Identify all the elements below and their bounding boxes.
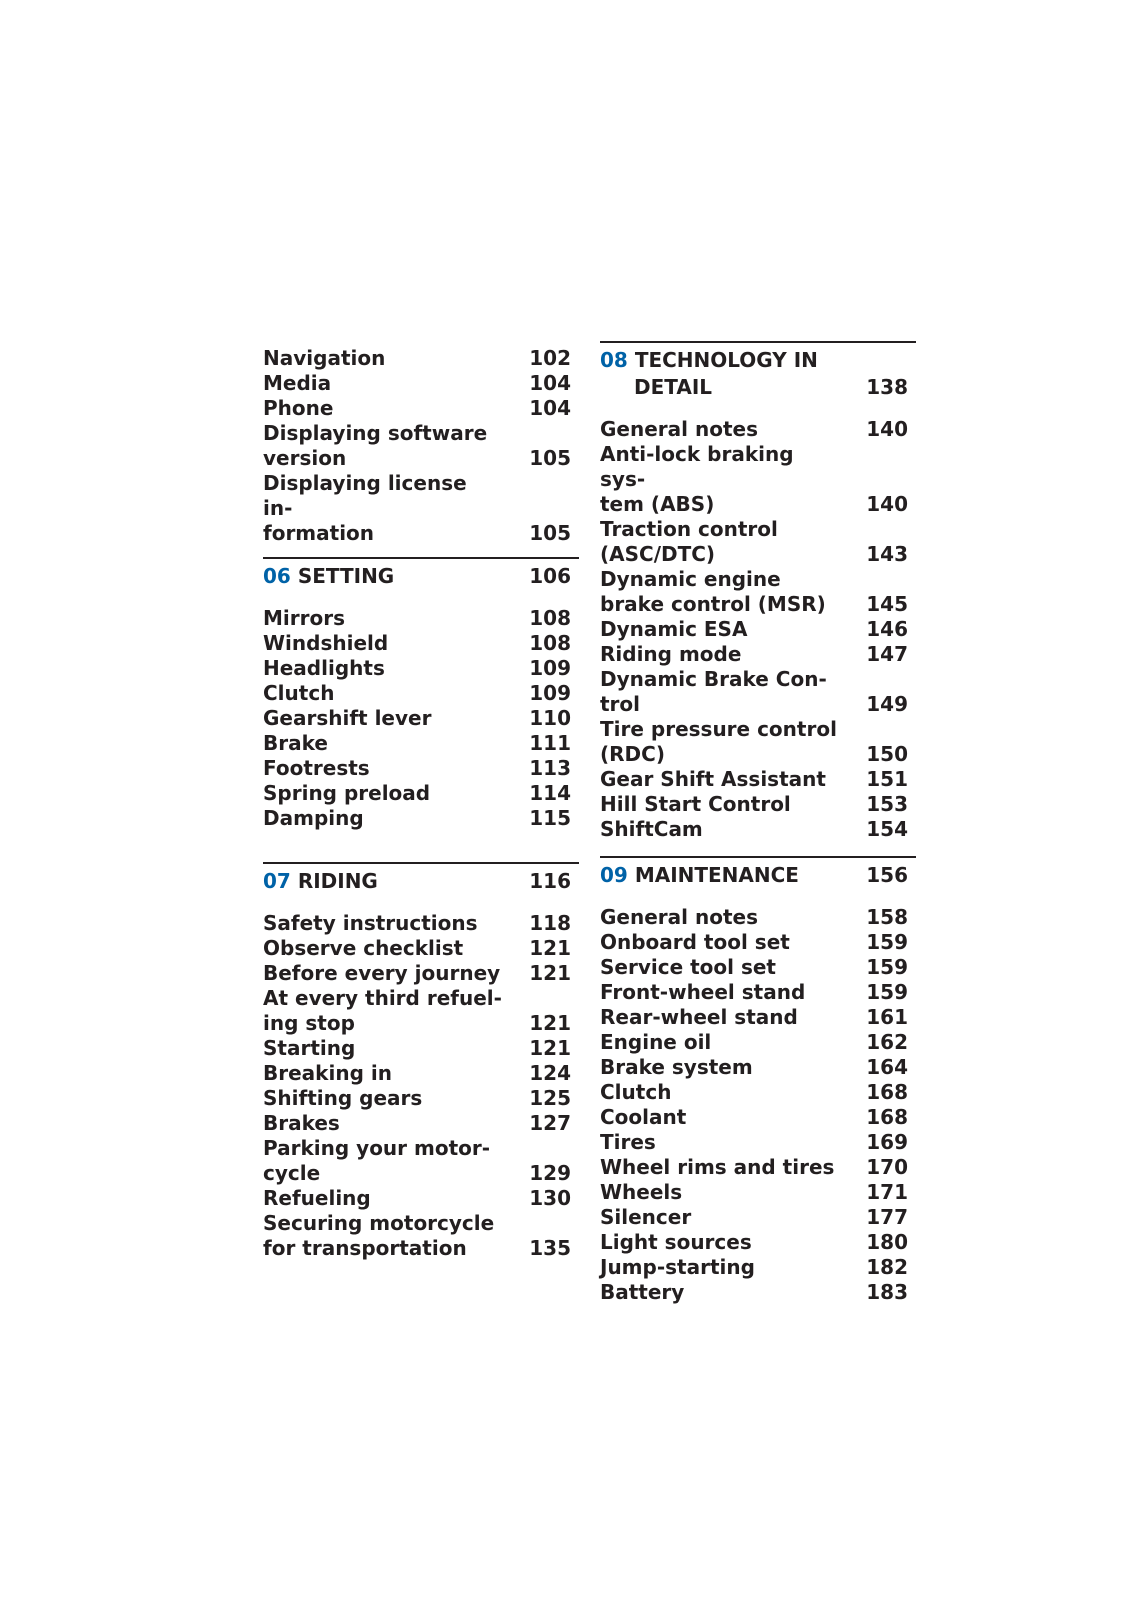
toc-entry[interactable] [600,767,916,792]
toc-entry-title: Wheel rims and tires [600,1155,835,1179]
toc-entry-title: Parking your motor- cycle [263,1136,491,1185]
toc-entry[interactable] [600,1080,916,1105]
toc-section-09 [600,856,916,1305]
toc-entry-title: Service tool set [600,955,776,979]
toc-entry-page: 159 [866,980,908,1004]
toc-entry[interactable] [263,961,579,986]
chapter-title: RIDING [297,869,378,893]
toc-entry[interactable] [600,1030,916,1055]
toc-entry-page: 169 [866,1130,908,1154]
toc-entry-page: 140 [866,417,908,441]
toc-entry[interactable] [600,1105,916,1130]
toc-entry-page: 104 [529,396,571,420]
toc-entry[interactable] [263,806,579,831]
toc-entry[interactable] [600,792,916,817]
chapter-page: 138 [866,375,908,399]
toc-entry-title: Front-wheel stand [600,980,806,1004]
toc-entry-title: Damping [263,806,364,830]
toc-entry-page: 159 [866,930,908,954]
toc-entry[interactable] [263,606,579,631]
toc-entry[interactable] [600,905,916,930]
toc-entry-title: Clutch [600,1080,672,1104]
toc-entry[interactable] [600,955,916,980]
toc-entry-title: Riding mode [600,642,742,666]
toc-entry-page: 105 [529,446,571,470]
section-heading[interactable] [263,868,579,895]
toc-entry-page: 170 [866,1155,908,1179]
chapter-number: 07 [263,869,291,893]
toc-entry-title: Navigation [263,346,386,370]
toc-entry-page: 146 [866,617,908,641]
section-divider [263,862,579,864]
toc-entry[interactable] [263,756,579,781]
toc-entry-title: Securing motorcycle for transportation [263,1211,495,1260]
toc-entry-page: 150 [866,742,908,766]
toc-entry-page: 180 [866,1230,908,1254]
toc-entry-title: Silencer [600,1205,692,1229]
toc-entry-title: Displaying software version [263,421,488,470]
toc-entry-page: 121 [529,961,571,985]
toc-entry-page: 162 [866,1030,908,1054]
toc-entry[interactable] [600,930,916,955]
chapter-title: SETTING [297,564,395,588]
section-heading[interactable] [600,347,916,401]
toc-entry-page: 183 [866,1280,908,1304]
toc-entry-title: Onboard tool set [600,930,790,954]
toc-entry-title: Tires [600,1130,656,1154]
toc-entry-title: At every third refuel- ing stop [263,986,502,1035]
toc-entry-title: Traction control (ASC/DTC) [600,517,778,566]
toc-entry[interactable] [263,471,579,546]
toc-entry-title: General notes [600,417,758,441]
toc-entry-title: Engine oil [600,1030,712,1054]
toc-entry[interactable] [263,631,579,656]
toc-entry[interactable] [600,817,916,842]
toc-entry-title: Dynamic ESA [600,617,748,641]
toc-entry-title: Observe checklist [263,936,464,960]
toc-entry[interactable] [600,1205,916,1230]
toc-section-07 [263,862,579,1261]
toc-entry[interactable] [600,517,916,567]
toc-entry-page: 168 [866,1105,908,1129]
toc-entry-page: 151 [866,767,908,791]
toc-entry[interactable] [263,421,579,471]
toc-entry-title: Coolant [600,1105,687,1129]
toc-entry-page: 140 [866,492,908,516]
toc-entry-page: 171 [866,1180,908,1204]
toc-entry-title: Breaking in [263,1061,392,1085]
toc-entry-title: Starting [263,1036,356,1060]
toc-entry[interactable] [600,617,916,642]
toc-section-08 [600,341,916,842]
toc-entry-page: 143 [866,542,908,566]
section-entries [600,417,916,842]
toc-entry-title: Before every journey [263,961,501,985]
toc-entry-page: 108 [529,606,571,630]
toc-entry[interactable] [600,1280,916,1305]
toc-entry-page: 127 [529,1111,571,1135]
toc-entry-title: Tire pressure control (RDC) [600,717,837,766]
toc-entry[interactable] [263,781,579,806]
chapter-number: 06 [263,564,291,588]
toc-entry-page: 118 [529,911,571,935]
toc-entry-page: 121 [529,936,571,960]
toc-entry-title: Gear Shift Assistant [600,767,826,791]
toc-entry[interactable] [600,1180,916,1205]
toc-entry-title: Windshield [263,631,389,655]
toc-entry-page: 168 [866,1080,908,1104]
toc-entry-title: Dynamic Brake Con- trol [600,667,827,716]
toc-entry-page: 182 [866,1255,908,1279]
toc-entry-title: Phone [263,396,334,420]
toc-entry-page: 147 [866,642,908,666]
toc-entry-title: Brakes [263,1111,340,1135]
toc-entry-page: 158 [866,905,908,929]
toc-entry[interactable] [600,417,916,442]
section-divider [263,557,579,559]
toc-entry-title: Gearshift lever [263,706,432,730]
toc-entry-page: 149 [866,692,908,716]
toc-entry[interactable] [263,346,579,371]
toc-entry-page: 154 [866,817,908,841]
toc-entry[interactable] [263,911,579,936]
toc-entry-title: Refueling [263,1186,371,1210]
toc-entry[interactable] [263,1186,579,1211]
toc-entry-page: 113 [529,756,571,780]
toc-entry-title: Anti-lock braking sys- tem (ABS) [600,442,794,516]
chapter-number: 08 [600,348,628,372]
toc-entry-page: 109 [529,681,571,705]
toc-entry-page: 121 [529,1036,571,1060]
toc-entry[interactable] [600,1130,916,1155]
toc-entry-page: 115 [529,806,571,830]
chapter-number: 09 [600,863,628,887]
chapter-title-line-1: TECHNOLOGY IN [634,348,818,372]
toc-entry[interactable] [600,1155,916,1180]
toc-entry-page: 153 [866,792,908,816]
toc-entry-title: Brake system [600,1055,753,1079]
toc-entry[interactable] [600,1055,916,1080]
toc-entry[interactable] [600,667,916,717]
toc-entry-page: 109 [529,656,571,680]
toc-entry-page: 108 [529,631,571,655]
chapter-page: 116 [529,869,571,893]
section-entries [263,606,579,831]
toc-entry[interactable] [263,936,579,961]
toc-entry[interactable] [263,656,579,681]
toc-entry-title: Safety instructions [263,911,478,935]
section-divider [600,341,916,343]
toc-entry-page: 105 [529,521,571,545]
toc-entry[interactable] [263,371,579,396]
toc-entry[interactable] [263,1086,579,1111]
toc-entry-page: 145 [866,592,908,616]
toc-entry-page: 125 [529,1086,571,1110]
toc-entry[interactable] [263,731,579,756]
toc-entry-title: Mirrors [263,606,345,630]
toc-entry[interactable] [600,1005,916,1030]
toc-entry[interactable] [600,1230,916,1255]
toc-entry[interactable] [263,1061,579,1086]
chapter-title: MAINTENANCE [634,863,799,887]
toc-entry-title: Battery [600,1280,685,1304]
toc-entry-title: Headlights [263,656,385,680]
section-heading[interactable] [600,862,916,889]
toc-entry-title: Media [263,371,332,395]
toc-entry-page: 164 [866,1055,908,1079]
toc-entry-page: 130 [529,1186,571,1210]
toc-entry-page: 159 [866,955,908,979]
toc-entry-page: 177 [866,1205,908,1229]
section-entries [263,911,579,1261]
toc-entry-title: Spring preload [263,781,431,805]
toc-entry-title: Clutch [263,681,335,705]
chapter-page: 156 [866,863,908,887]
toc-entry-page: 114 [529,781,571,805]
toc-entry[interactable] [263,986,579,1036]
toc-entry-page: 161 [866,1005,908,1029]
toc-entry-title: Footrests [263,756,370,780]
toc-entry-title: General notes [600,905,758,929]
toc-entry-page: 121 [529,1011,571,1035]
toc-entry[interactable] [263,706,579,731]
toc-entry[interactable] [600,442,916,517]
toc-entry-page: 102 [529,346,571,370]
toc-entry[interactable] [600,980,916,1005]
toc-entry-title: Rear-wheel stand [600,1005,798,1029]
toc-entry-title: Displaying license in- formation [263,471,467,545]
section-heading[interactable] [263,563,579,590]
toc-entry-page: 129 [529,1161,571,1185]
toc-entry-title: Wheels [600,1180,683,1204]
toc-entry-title: Shifting gears [263,1086,423,1110]
toc-entry-title: Hill Start Control [600,792,791,816]
toc-entry-page: 110 [529,706,571,730]
toc-entry-page: 124 [529,1061,571,1085]
chapter-page: 106 [529,564,571,588]
toc-entry[interactable] [600,1255,916,1280]
toc-entry[interactable] [263,1211,579,1261]
toc-entry[interactable] [600,567,916,617]
toc-entry[interactable] [263,1111,579,1136]
toc-entry-page: 111 [529,731,571,755]
toc-entry[interactable] [263,396,579,421]
toc-entry[interactable] [600,642,916,667]
chapter-title-line-2: DETAIL [634,375,713,399]
toc-entry-title: Brake [263,731,328,755]
toc-intro-entries [263,346,579,546]
toc-section-06 [263,557,579,831]
toc-entry[interactable] [263,681,579,706]
toc-entry-title: Jump-starting [600,1255,755,1279]
toc-entry-page: 135 [529,1236,571,1260]
section-entries [600,905,916,1305]
toc-entry-page: 104 [529,371,571,395]
toc-entry[interactable] [600,717,916,767]
section-divider [600,856,916,858]
toc-entry[interactable] [263,1036,579,1061]
toc-entry-title: Light sources [600,1230,752,1254]
toc-entry[interactable] [263,1136,579,1186]
toc-entry-title: ShiftCam [600,817,703,841]
toc-entry-title: Dynamic engine brake control (MSR) [600,567,826,616]
